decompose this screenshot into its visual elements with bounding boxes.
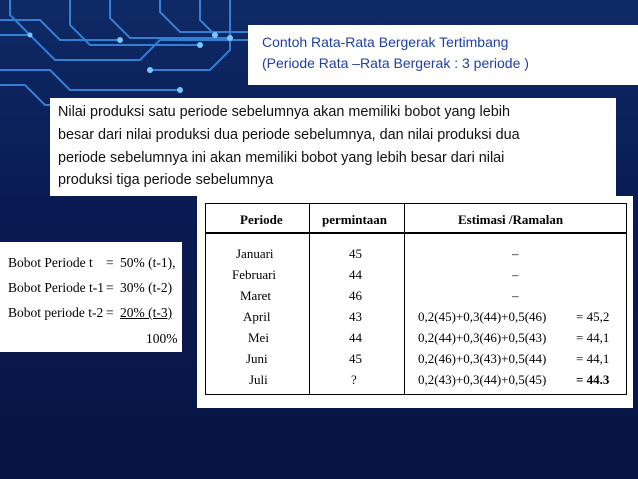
- weight-total: 100%: [146, 331, 178, 346]
- cell-hasil: = 44,1: [576, 351, 610, 366]
- description-line: produksi tiga periode sebelumnya: [58, 172, 274, 188]
- slide-title: Contoh Rata-Rata Bergerak Tertimbang: [262, 34, 509, 50]
- header-permintaan: permintaan: [322, 212, 387, 227]
- header-estimasi: Estimasi /Ramalan: [458, 212, 564, 227]
- weight-label: Bobot Periode t-1: [8, 280, 104, 295]
- header-periode: Periode: [240, 212, 283, 227]
- cell-estimasi: –: [512, 288, 519, 303]
- cell-permintaan: 46: [349, 288, 362, 303]
- cell-periode: Februari: [232, 267, 277, 282]
- cell-estimasi: 0,2(44)+0,3(46)+0,5(43): [418, 330, 547, 345]
- cell-periode: April: [243, 309, 271, 324]
- cell-estimasi: 0,2(45)+0,3(44)+0,5(46): [418, 309, 547, 324]
- cell-permintaan: 45: [349, 351, 362, 366]
- cell-permintaan: 43: [349, 309, 362, 324]
- weight-equals: =: [106, 305, 114, 320]
- forecast-table-panel: [197, 196, 633, 408]
- weight-value: 20% (t-3): [120, 305, 173, 320]
- description-line: Nilai produksi satu periode sebelumnya akan memiliki bobot yang lebih: [58, 104, 510, 120]
- cell-estimasi: 0,2(46)+0,3(43)+0,5(44): [418, 351, 547, 366]
- description-line: periode sebelumnya ini akan memiliki bobot yang lebih besar dari nilai: [58, 150, 505, 166]
- circuit-board-decoration: [0, 0, 250, 110]
- cell-periode: Maret: [240, 288, 272, 303]
- weight-value: 30% (t-2): [120, 280, 173, 295]
- cell-estimasi: 0,2(43)+0,3(44)+0,5(45): [418, 372, 547, 387]
- description-line: besar dari nilai produksi dua periode sebelumnya, dan nilai produksi dua: [58, 127, 520, 143]
- cell-permintaan: ?: [351, 372, 357, 387]
- weight-equals: =: [106, 280, 114, 295]
- cell-periode: Juli: [249, 372, 268, 387]
- weight-equals: =: [106, 255, 114, 270]
- slide-subtitle: (Periode Rata –Rata Bergerak : 3 periode ): [262, 55, 529, 71]
- weight-value: 50% (t-1),: [120, 255, 176, 270]
- cell-estimasi: –: [512, 267, 519, 282]
- column-divider: [404, 204, 405, 394]
- weight-label: Bobot Periode t: [8, 255, 93, 270]
- cell-hasil: = 45,2: [576, 309, 610, 324]
- cell-periode: Juni: [246, 351, 268, 366]
- cell-periode: Mei: [248, 330, 269, 345]
- forecast-table: [205, 203, 627, 395]
- cell-estimasi: –: [512, 246, 519, 261]
- cell-permintaan: 45: [349, 246, 362, 261]
- column-divider: [309, 204, 310, 394]
- cell-permintaan: 44: [349, 267, 362, 282]
- cell-periode: Januari: [236, 246, 274, 261]
- weight-label: Bobot periode t-2: [8, 305, 104, 320]
- cell-permintaan: 44: [349, 330, 362, 345]
- cell-hasil: = 44.3: [576, 372, 610, 387]
- cell-hasil: = 44,1: [576, 330, 610, 345]
